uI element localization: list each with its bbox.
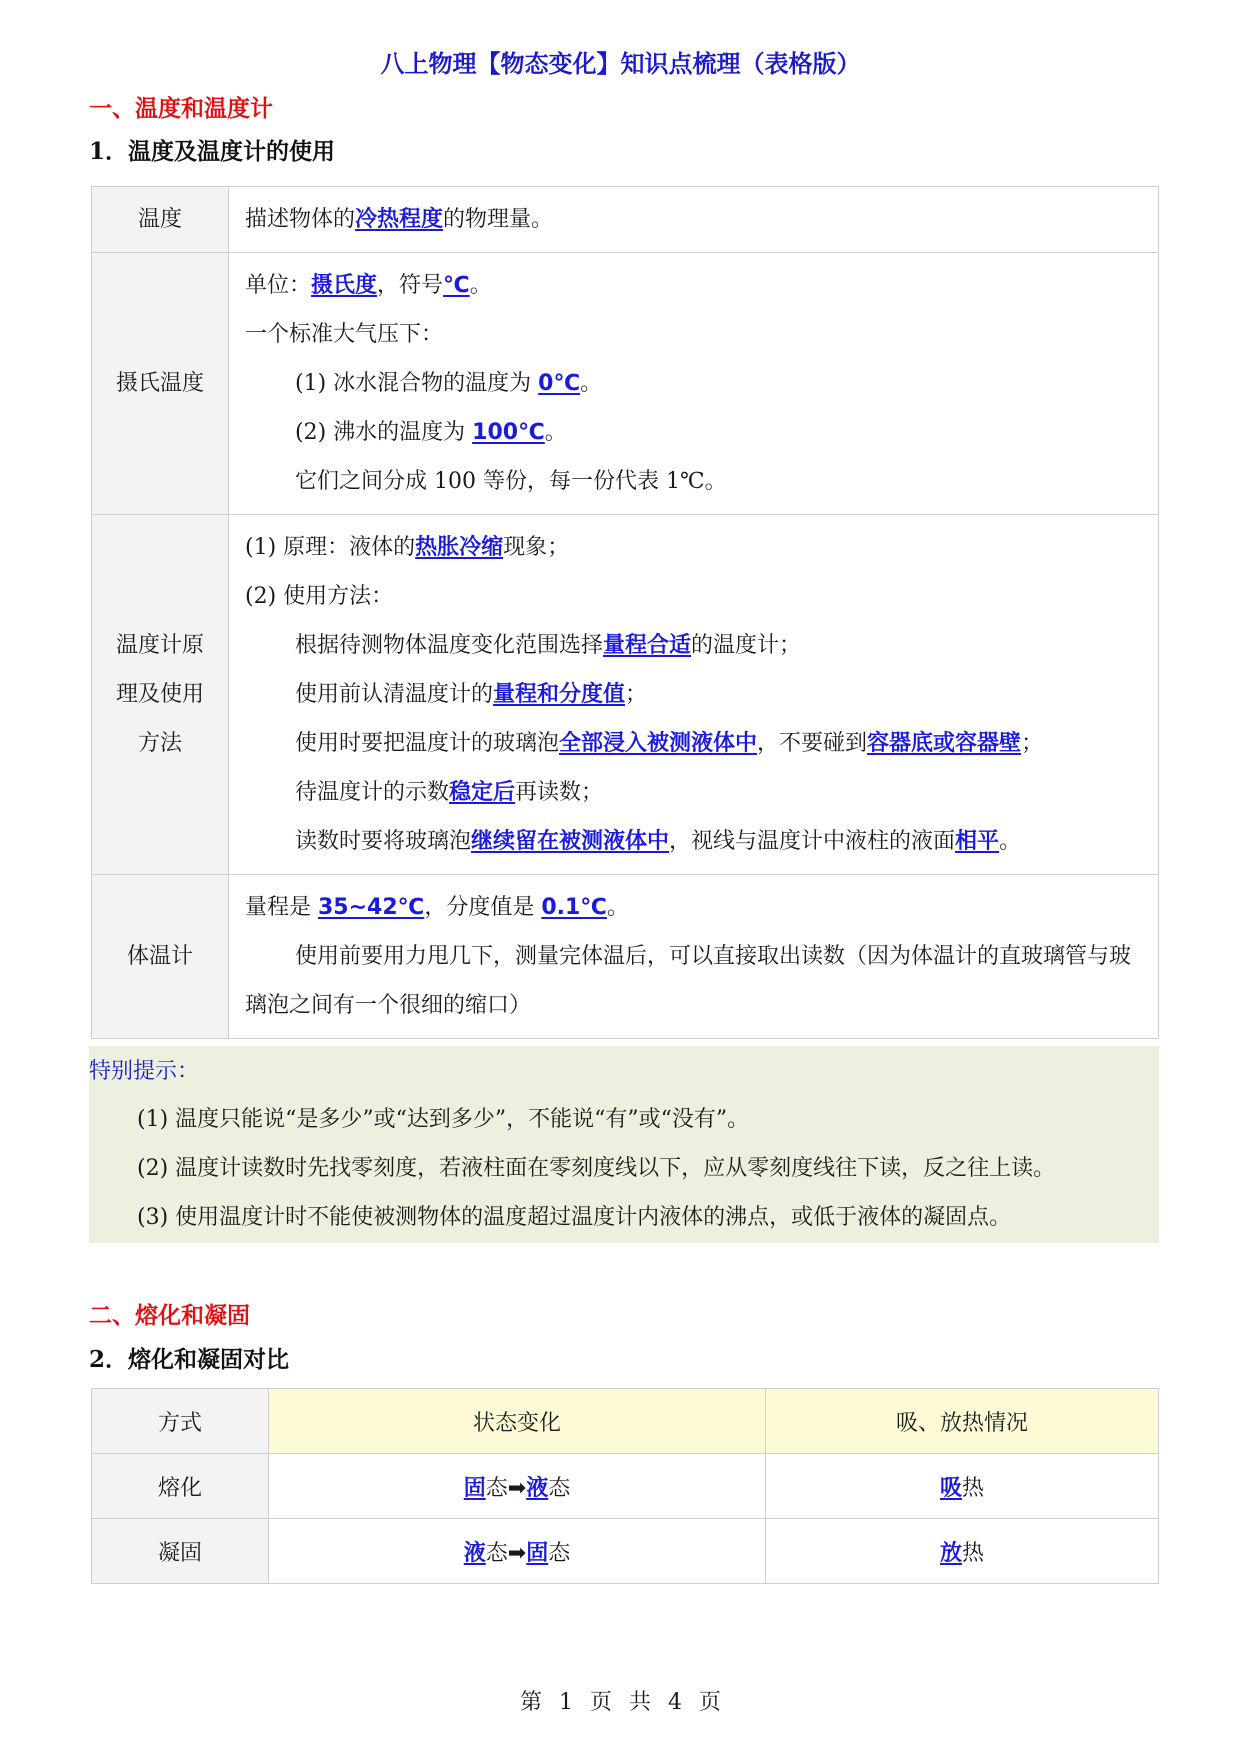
section-2-heading: 二、熔化和凝固 <box>89 1303 250 1329</box>
keyword: 0.1℃ <box>541 895 607 920</box>
table-row <box>92 515 1159 875</box>
keyword: 35~42℃ <box>318 895 425 920</box>
keyword: 热胀冷缩 <box>415 534 504 560</box>
tip-item: (2) 温度计读数时先找零刻度，若液柱面在零刻度线以下，应从零刻度线往下读，反之往上读。 <box>137 1156 1056 1181</box>
keyword: 全部浸入被测液体中 <box>559 730 758 756</box>
keyword: 冷热程度 <box>355 206 444 232</box>
tip-item: (1) 温度只能说“是多少”或“达到多少”，不能说“有”或“没有”。 <box>137 1107 750 1132</box>
keyword: 固 <box>463 1474 486 1501</box>
column-header: 吸、放热情况 <box>766 1389 1159 1454</box>
table-row <box>92 875 1159 1039</box>
keyword: 稳定后 <box>449 779 516 805</box>
tip-item: (3) 使用温度计时不能使被测物体的温度超过温度计内液体的沸点，或低于液体的凝固点。 <box>137 1205 1012 1230</box>
tip-title: 特别提示： <box>89 1059 200 1084</box>
keyword: 量程和分度值 <box>493 681 626 707</box>
row-label: 摄氏温度 <box>92 253 229 515</box>
keyword: 放 <box>939 1539 962 1566</box>
keyword: ℃ <box>443 273 470 298</box>
arrow-icon: ➡ <box>507 1540 527 1566</box>
keyword: 量程合适 <box>603 632 692 658</box>
row-content: (1) 原理：液体的热胀冷缩现象； (2) 使用方法： 根据待测物体温度变化范围选择量程合适的温度计； 使用前认清温度计的量程和分度值； 使用时要把温度计的玻璃泡全部浸入被测液体中，不要碰到容器底或容器壁； 待温度计的示数稳定后再读数； 读数时要将玻璃泡继续留在被测液体中，视线与温度计中液柱的液面相平。 <box>229 515 1159 875</box>
keyword: 固 <box>526 1539 549 1566</box>
row-label: 温度计原 理及使用 方法 <box>92 515 229 875</box>
keyword: 容器底或容器壁 <box>867 730 1022 756</box>
row-content: 量程是 35~42℃，分度值是 0.1℃。 使用前要用力甩几下，测量完体温后，可以直接取出读数（因为体温计的直玻璃管与玻璃泡之间有一个很细的缩口） <box>229 875 1159 1039</box>
state-change-cell: 液态➡固态 <box>269 1519 766 1584</box>
table-header-row <box>92 1389 1159 1454</box>
melting-solidification-table <box>91 1388 1159 1584</box>
table-row <box>92 1454 1159 1519</box>
keyword: 继续留在被测液体中 <box>471 828 670 854</box>
keyword: 相平 <box>955 828 1000 854</box>
row-content: 描述物体的冷热程度的物理量。 <box>229 187 1159 253</box>
page-footer: 第 1 页 共 4 页 <box>520 1690 721 1715</box>
keyword: 液 <box>463 1539 486 1566</box>
keyword: 吸 <box>939 1474 962 1501</box>
heat-cell: 放热 <box>766 1519 1159 1584</box>
special-tip-box <box>89 1046 1159 1243</box>
heat-cell: 吸热 <box>766 1454 1159 1519</box>
row-label: 体温计 <box>92 875 229 1039</box>
table-row <box>92 187 1159 253</box>
section-1-heading: 一、温度和温度计 <box>89 96 273 122</box>
row-content: 单位：摄氏度，符号℃。 一个标准大气压下： (1) 冰水混合物的温度为 0℃。 (2) 沸水的温度为 100℃。 它们之间分成 100 等份，每一份代表 1℃。 <box>229 253 1159 515</box>
temperature-table <box>91 186 1159 1039</box>
table-row <box>92 253 1159 515</box>
document-title: 八上物理【物态变化】知识点梳理（表格版） <box>380 50 861 78</box>
mode-cell: 凝固 <box>92 1519 269 1584</box>
state-change-cell: 固态➡液态 <box>269 1454 766 1519</box>
keyword: 100℃ <box>472 420 545 445</box>
keyword: 液 <box>526 1474 549 1501</box>
keyword: 0℃ <box>538 371 581 396</box>
row-label: 温度 <box>92 187 229 253</box>
section-1-subheading: 1．温度及温度计的使用 <box>89 138 336 165</box>
arrow-icon: ➡ <box>507 1475 527 1501</box>
section-2-subheading: 2．熔化和凝固对比 <box>89 1346 290 1373</box>
column-header: 方式 <box>92 1389 269 1454</box>
keyword: 摄氏度 <box>311 272 378 298</box>
mode-cell: 熔化 <box>92 1454 269 1519</box>
column-header: 状态变化 <box>269 1389 766 1454</box>
table-row <box>92 1519 1159 1584</box>
